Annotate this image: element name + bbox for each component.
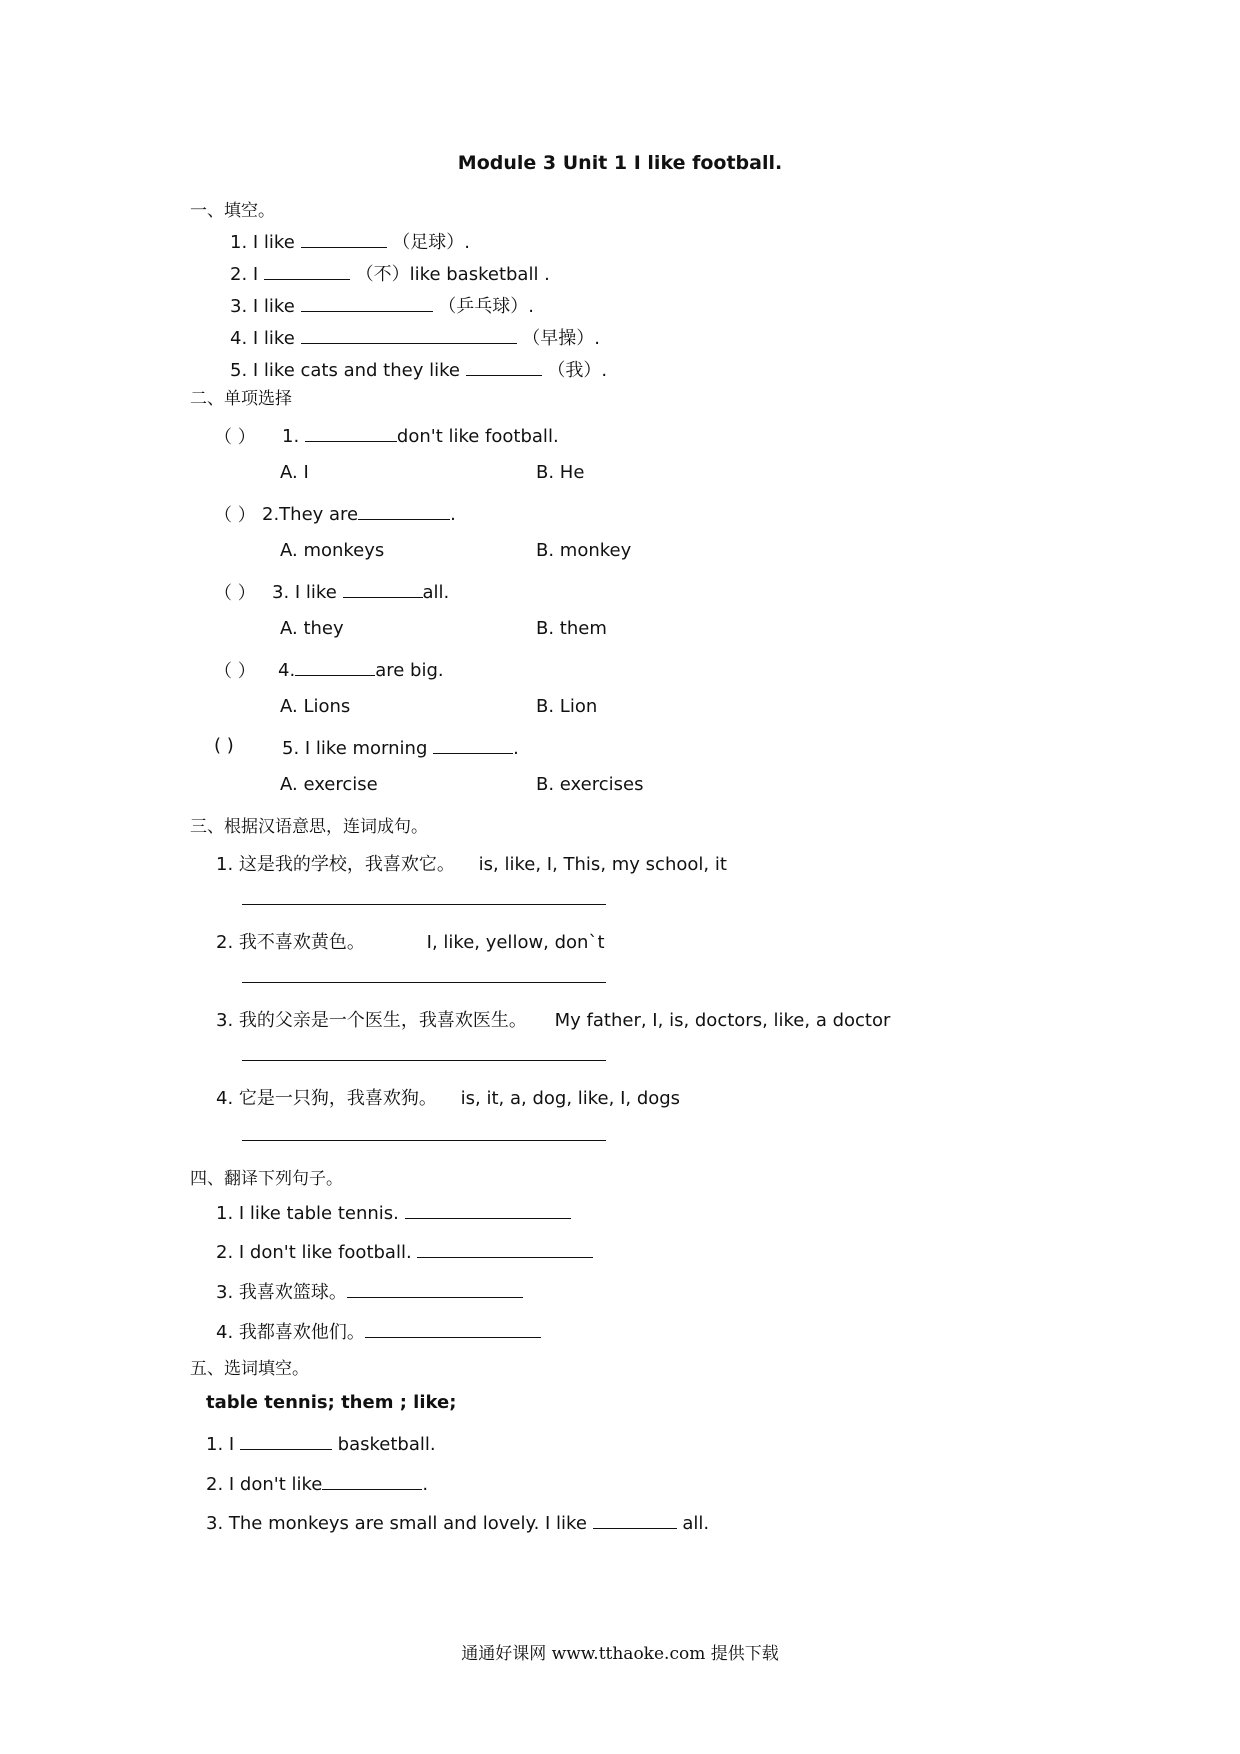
s2-item-3-paren[interactable]: （ ） bbox=[214, 583, 256, 604]
s4-item-2-text: 2. I don't like football. bbox=[216, 1242, 418, 1263]
s2-item-2 bbox=[262, 501, 456, 525]
s2-item-2-blank bbox=[358, 501, 450, 520]
s1-item-1-post: （足球）. bbox=[392, 232, 470, 253]
page-title: Module 3 Unit 1 I like football. bbox=[457, 152, 783, 174]
s4-item-3 bbox=[216, 1278, 523, 1304]
s4-item-4-blank[interactable] bbox=[365, 1319, 541, 1338]
s2-item-2-pre: 2.They are bbox=[262, 504, 359, 525]
s3-item-3-answer-line[interactable] bbox=[242, 1060, 606, 1061]
s4-item-1 bbox=[216, 1200, 571, 1224]
s5-item-1-blank[interactable] bbox=[240, 1431, 332, 1450]
s2-item-3-post: all. bbox=[422, 582, 450, 603]
s2-item-1-option-b[interactable]: B. He bbox=[536, 462, 585, 483]
s3-item-1-chinese: 这是我的学校，我喜欢它。 bbox=[238, 854, 455, 875]
s2-item-4-option-b[interactable]: B. Lion bbox=[536, 696, 598, 717]
s5-item-2-blank[interactable] bbox=[322, 1471, 422, 1490]
s3-item-4-chinese: 它是一只狗，我喜欢狗。 bbox=[238, 1088, 437, 1109]
section-5-heading: 五、选词填空。 bbox=[190, 1359, 309, 1379]
s1-item-2-post: （不）like basketball . bbox=[355, 264, 550, 285]
s1-item-4-post: （早操）. bbox=[522, 328, 600, 349]
s3-item-3-chinese: 我的父亲是一个医生，我喜欢医生。 bbox=[238, 1010, 527, 1031]
s1-item-4 bbox=[230, 324, 600, 350]
section-2-heading: 二、单项选择 bbox=[190, 389, 292, 409]
s5-item-3-blank[interactable] bbox=[593, 1510, 677, 1529]
s4-item-2-blank[interactable] bbox=[417, 1239, 593, 1258]
s1-item-2-blank[interactable] bbox=[264, 261, 350, 280]
s2-item-2-option-b[interactable]: B. monkey bbox=[536, 540, 632, 561]
s2-item-3-blank bbox=[343, 579, 423, 598]
s3-item-2 bbox=[216, 928, 605, 954]
s2-item-1 bbox=[282, 423, 559, 447]
s2-item-3-option-a[interactable]: A. they bbox=[280, 618, 344, 639]
s2-item-2-paren[interactable]: （ ） bbox=[214, 505, 256, 526]
s4-item-3-text: 3. 我喜欢篮球。 bbox=[216, 1282, 347, 1303]
s2-item-4-post: are big. bbox=[375, 660, 444, 681]
s2-item-5-paren[interactable]: ( ) bbox=[214, 735, 234, 756]
s2-item-2-post: . bbox=[450, 504, 456, 525]
s2-item-4-blank bbox=[295, 657, 375, 676]
s5-item-2-post: . bbox=[422, 1474, 429, 1495]
s5-item-2-pre: 2. I don't like bbox=[206, 1474, 323, 1495]
s1-item-4-pre: 4. I like bbox=[230, 328, 301, 349]
s2-item-4-option-a[interactable]: A. Lions bbox=[280, 696, 351, 717]
s1-item-3 bbox=[230, 292, 534, 318]
s1-item-1-pre: 1. I like bbox=[230, 232, 301, 253]
s5-item-3-pre: 3. The monkeys are small and lovely. I like bbox=[206, 1513, 593, 1534]
s4-item-3-blank[interactable] bbox=[347, 1279, 523, 1298]
s1-item-5-blank[interactable] bbox=[466, 357, 542, 376]
s3-item-3-number: 3. bbox=[216, 1010, 234, 1031]
s5-item-2 bbox=[206, 1471, 428, 1495]
s4-item-4-text: 4. 我都喜欢他们。 bbox=[216, 1322, 365, 1343]
s1-item-1 bbox=[230, 228, 470, 254]
section-3-heading: 三、根据汉语意思，连词成句。 bbox=[190, 817, 428, 837]
s3-item-3 bbox=[216, 1006, 890, 1032]
s1-item-5-post: （我）. bbox=[547, 360, 608, 381]
s1-item-5 bbox=[230, 356, 607, 382]
s1-item-3-pre: 3. I like bbox=[230, 296, 301, 317]
s1-item-2-pre: 2. I bbox=[230, 264, 264, 285]
s5-item-3-post: all. bbox=[676, 1513, 710, 1534]
s3-item-4 bbox=[216, 1084, 680, 1110]
s3-item-2-chinese: 我不喜欢黄色。 bbox=[238, 932, 365, 953]
section-4-heading: 四、翻译下列句子。 bbox=[190, 1169, 343, 1189]
s2-item-4 bbox=[278, 657, 444, 681]
s2-item-4-paren[interactable]: （ ） bbox=[214, 661, 256, 682]
s2-item-1-option-a[interactable]: A. I bbox=[280, 462, 309, 483]
s3-item-1-words: is, like, I, This, my school, it bbox=[478, 854, 727, 875]
s3-item-2-words: I, like, yellow, don`t bbox=[426, 932, 605, 953]
s3-item-1-answer-line[interactable] bbox=[242, 904, 606, 905]
s2-item-3-option-b[interactable]: B. them bbox=[536, 618, 607, 639]
s2-item-1-blank bbox=[305, 423, 397, 442]
s2-item-1-paren[interactable]: （ ） bbox=[214, 427, 256, 448]
s2-item-4-pre: 4. bbox=[278, 660, 296, 681]
s3-item-1 bbox=[216, 850, 727, 876]
s3-item-4-number: 4. bbox=[216, 1088, 234, 1109]
s4-item-2 bbox=[216, 1239, 593, 1263]
s4-item-1-blank[interactable] bbox=[405, 1200, 571, 1219]
s3-item-2-number: 2. bbox=[216, 932, 234, 953]
s5-item-1-post: basketball. bbox=[331, 1434, 436, 1455]
s3-item-3-words: My father, I, is, doctors, like, a doctor bbox=[554, 1010, 891, 1031]
s4-item-4 bbox=[216, 1318, 541, 1344]
s2-item-2-option-a[interactable]: A. monkeys bbox=[280, 540, 385, 561]
s2-item-5-option-b[interactable]: B. exercises bbox=[536, 774, 644, 795]
word-bank: table tennis; them ; like; bbox=[206, 1392, 457, 1413]
s1-item-4-blank[interactable] bbox=[301, 325, 517, 344]
footer-credit: 通通好课网 www.tthaoke.com 提供下载 bbox=[461, 1644, 779, 1664]
s2-item-1-pre: 1. bbox=[282, 426, 305, 447]
s2-item-5-option-a[interactable]: A. exercise bbox=[280, 774, 378, 795]
s5-item-1-pre: 1. I bbox=[206, 1434, 240, 1455]
s3-item-4-words: is, it, a, dog, like, I, dogs bbox=[460, 1088, 681, 1109]
s3-item-2-answer-line[interactable] bbox=[242, 982, 606, 983]
s2-item-3-pre: 3. I like bbox=[272, 582, 343, 603]
s2-item-3 bbox=[272, 579, 449, 603]
s3-item-1-number: 1. bbox=[216, 854, 234, 875]
s2-item-5 bbox=[282, 735, 519, 759]
s2-item-5-post: . bbox=[513, 738, 519, 759]
s1-item-5-pre: 5. I like cats and they like bbox=[230, 360, 466, 381]
s4-item-1-text: 1. I like table tennis. bbox=[216, 1203, 405, 1224]
s2-item-1-post: don't like football. bbox=[396, 426, 559, 447]
s2-item-5-pre: 5. I like morning bbox=[282, 738, 434, 759]
s1-item-1-blank[interactable] bbox=[301, 229, 387, 248]
s2-item-5-blank bbox=[433, 735, 513, 754]
s1-item-2 bbox=[230, 260, 550, 286]
s5-item-3 bbox=[206, 1510, 709, 1534]
s3-item-4-answer-line[interactable] bbox=[242, 1140, 606, 1141]
s5-item-1 bbox=[206, 1431, 436, 1455]
s1-item-3-post: （乒乓球）. bbox=[438, 296, 534, 317]
section-1-heading: 一、填空。 bbox=[190, 201, 275, 221]
s1-item-3-blank[interactable] bbox=[301, 293, 433, 312]
